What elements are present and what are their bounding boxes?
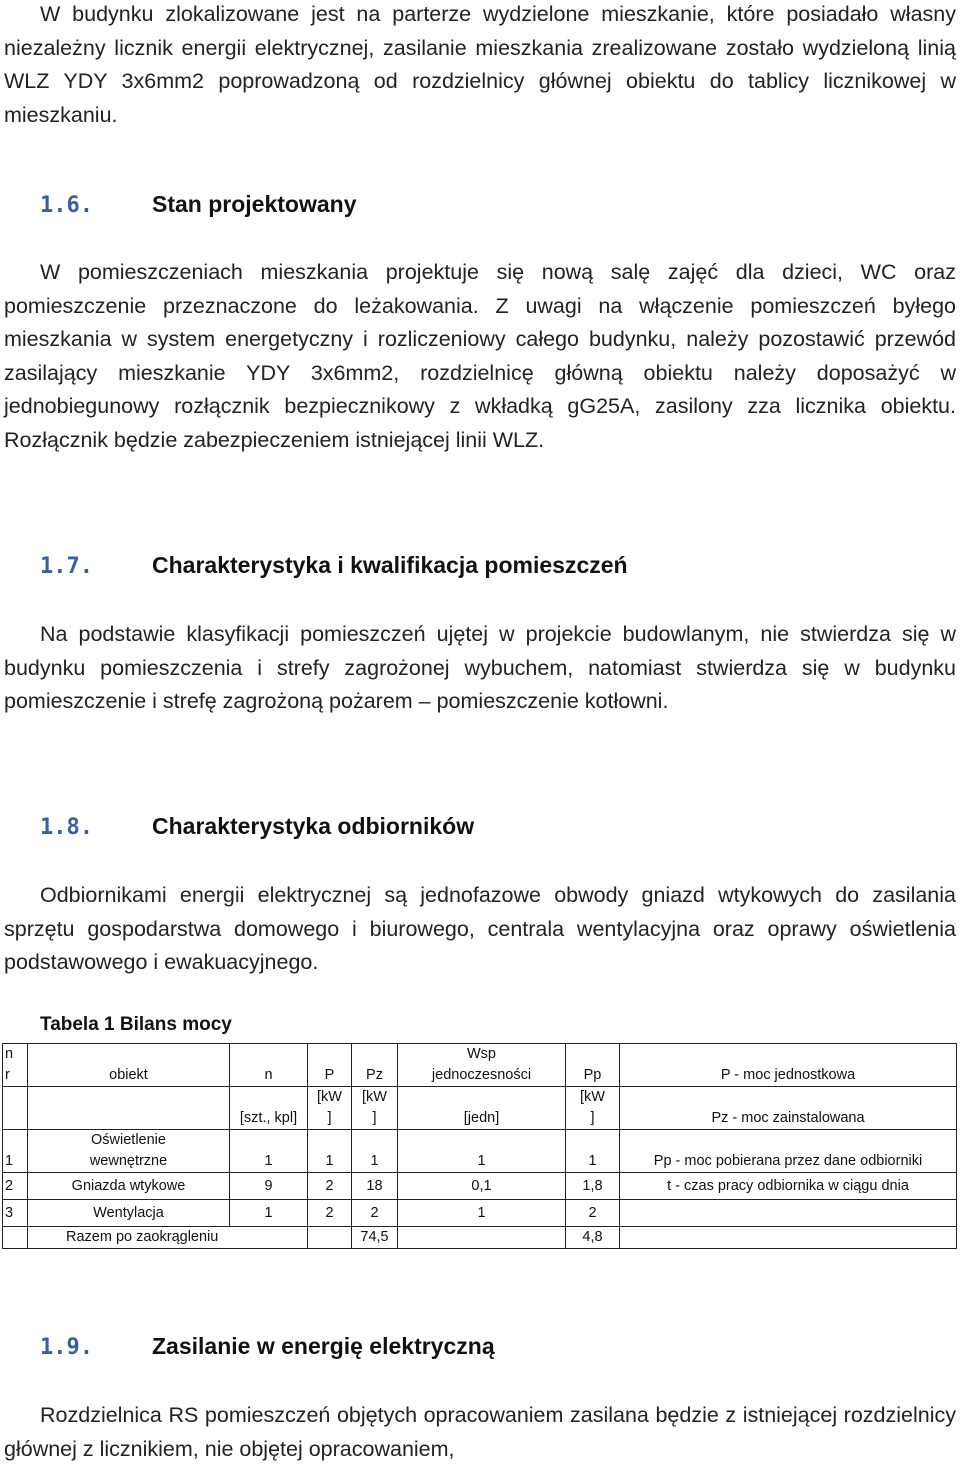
heading-number: 1.8.	[40, 815, 93, 840]
cell-nr: 1	[3, 1130, 28, 1173]
table-row	[3, 1173, 957, 1200]
total-empty	[308, 1227, 352, 1249]
heading-number: 1.7.	[40, 554, 93, 579]
unit-p	[308, 1087, 352, 1130]
unit-n: [szt., kpl]	[230, 1087, 308, 1130]
table-row	[3, 1200, 957, 1227]
heading-number: 1.6.	[40, 193, 93, 218]
unit-wsp: [jedn]	[398, 1087, 566, 1130]
total-pp: 4,8	[566, 1227, 620, 1249]
units-cell	[3, 1087, 28, 1130]
cell-n: 9	[230, 1173, 308, 1200]
heading-1-8	[40, 811, 474, 843]
cell-obiekt: Wentylacja	[28, 1200, 230, 1227]
heading-title: Charakterystyka odbiorników	[152, 813, 475, 839]
cell-pz: 2	[352, 1200, 398, 1227]
unit-text: ]	[327, 1110, 332, 1126]
total-label: Razem po zaokrągleniu	[28, 1227, 308, 1249]
section-1-7-text: Na podstawie klasyfikacji pomieszczeń ujętej w projekcie budowlanym, nie stwierdza się w budynku pomieszczenia i strefy zagrożonej wybuchem, natomiast stwierdza się w budynku pomieszczenie i strefę zagrożoną pożarem – pomieszczenie kotłowni.	[4, 622, 956, 713]
table-caption: Tabela 1 Bilans mocy	[40, 1014, 232, 1035]
heading-number: 1.9.	[40, 1335, 93, 1360]
intro-text: W budynku zlokalizowane jest na parterze wydzielone mieszkanie, które posiadało własny niezależny licznik energii elektrycznej, zasilanie mieszkania zrealizowane zostało wydzieloną linią WLZ YDY 3x6mm2 poprowadzoną od rozdzielnicy głównej obiektu do tablicy licznikowej w mieszkaniu.	[4, 2, 956, 127]
unit-pz	[352, 1087, 398, 1130]
heading-title: Stan projektowany	[152, 191, 357, 217]
units-cell	[28, 1087, 230, 1130]
total-pz: 74,5	[352, 1227, 398, 1249]
cell-pz: 1	[352, 1130, 398, 1173]
header-pz: Pz	[352, 1044, 398, 1087]
header-text: Wsp	[467, 1046, 496, 1062]
unit-text: [kW	[317, 1089, 342, 1105]
section-1-6-paragraph	[4, 256, 956, 457]
header-obiekt: obiekt	[28, 1044, 230, 1087]
cell-pp: 1,8	[566, 1173, 620, 1200]
table-header-row	[3, 1044, 957, 1087]
header-nr	[3, 1044, 28, 1087]
cell-obiekt	[28, 1130, 230, 1173]
heading-title: Charakterystyka i kwalifikacja pomieszczeń	[152, 552, 628, 578]
section-1-7-paragraph	[4, 618, 956, 719]
legend-pp: Pp - moc pobierana przez dane odbiorniki	[620, 1130, 957, 1173]
header-wsp	[398, 1044, 566, 1087]
header-text: jednoczesności	[431, 1067, 532, 1083]
cell-text: wewnętrzne	[89, 1153, 168, 1169]
header-text: r	[5, 1067, 10, 1083]
unit-text: [kW	[580, 1089, 605, 1105]
cell-pz: 18	[352, 1173, 398, 1200]
heading-1-9	[40, 1331, 495, 1363]
cell-nr: 3	[3, 1200, 28, 1227]
table-row	[3, 1130, 957, 1173]
section-1-8-text: Odbiornikami energii elektrycznej są jednofazowe obwody gniazd wtykowych do zasilania sprzętu gospodarstwa domowego i biurowego, centrala wentylacyjna oraz oprawy oświetlenia podstawowego i ewakuacyjnego.	[4, 883, 956, 974]
power-balance-table	[2, 1043, 957, 1249]
legend-t: t - czas pracy odbiornika w ciągu dnia	[620, 1173, 957, 1200]
unit-text: ]	[590, 1110, 595, 1126]
legend-p: P - moc jednostkowa	[620, 1044, 957, 1087]
heading-1-6	[40, 189, 356, 221]
cell-n: 1	[230, 1130, 308, 1173]
cell-p: 2	[308, 1200, 352, 1227]
section-1-9-paragraph	[4, 1399, 956, 1466]
total-empty	[620, 1227, 957, 1249]
cell-n: 1	[230, 1200, 308, 1227]
cell-wsp: 1	[398, 1200, 566, 1227]
header-text: n	[5, 1046, 14, 1062]
cell-pp: 2	[566, 1200, 620, 1227]
header-p: P	[308, 1044, 352, 1087]
heading-1-7	[40, 550, 628, 582]
cell-wsp: 1	[398, 1130, 566, 1173]
legend-empty	[620, 1200, 957, 1227]
unit-text: [kW	[362, 1089, 387, 1105]
cell-text: Oświetlenie	[91, 1132, 166, 1148]
total-empty	[398, 1227, 566, 1249]
cell-obiekt: Gniazda wtykowe	[28, 1173, 230, 1200]
section-1-8-paragraph	[4, 879, 956, 980]
unit-pp	[566, 1087, 620, 1130]
intro-paragraph	[4, 0, 956, 132]
table-total-row	[3, 1227, 957, 1249]
unit-text: ]	[372, 1110, 377, 1126]
cell-p: 1	[308, 1130, 352, 1173]
cell-p: 2	[308, 1173, 352, 1200]
section-1-9-text: Rozdzielnica RS pomieszczeń objętych opracowaniem zasilana będzie z istniejącej rozdzielnicy głównej z licznikiem, nie objętej opracowaniem,	[4, 1403, 956, 1461]
section-1-6-text: W pomieszczeniach mieszkania projektuje się nową salę zajęć dla dzieci, WC oraz pomieszczenie przeznaczone do leżakowania. Z uwagi na włączenie pomieszczeń byłego mieszkania w system energetyczny i rozliczeniowy całego budynku, należy pozostawić przewód zasilający mieszkanie YDY 3x6mm2, rozdzielnicę główną obiektu należy doposażyć w jednobiegunowy rozłącznik bezpiecznikowy z wkładką gG25A, zasilony zza licznika obiektu. Rozłącznik będzie zabezpieczeniem istniejącej linii WLZ.	[4, 260, 956, 452]
table-units-row	[3, 1087, 957, 1130]
header-n: n	[230, 1044, 308, 1087]
heading-title: Zasilanie w energię elektryczną	[152, 1333, 495, 1359]
cell-pp: 1	[566, 1130, 620, 1173]
cell-wsp: 0,1	[398, 1173, 566, 1200]
cell-nr: 2	[3, 1173, 28, 1200]
legend-pz: Pz - moc zainstalowana	[620, 1087, 957, 1130]
total-empty	[3, 1227, 28, 1249]
header-pp: Pp	[566, 1044, 620, 1087]
